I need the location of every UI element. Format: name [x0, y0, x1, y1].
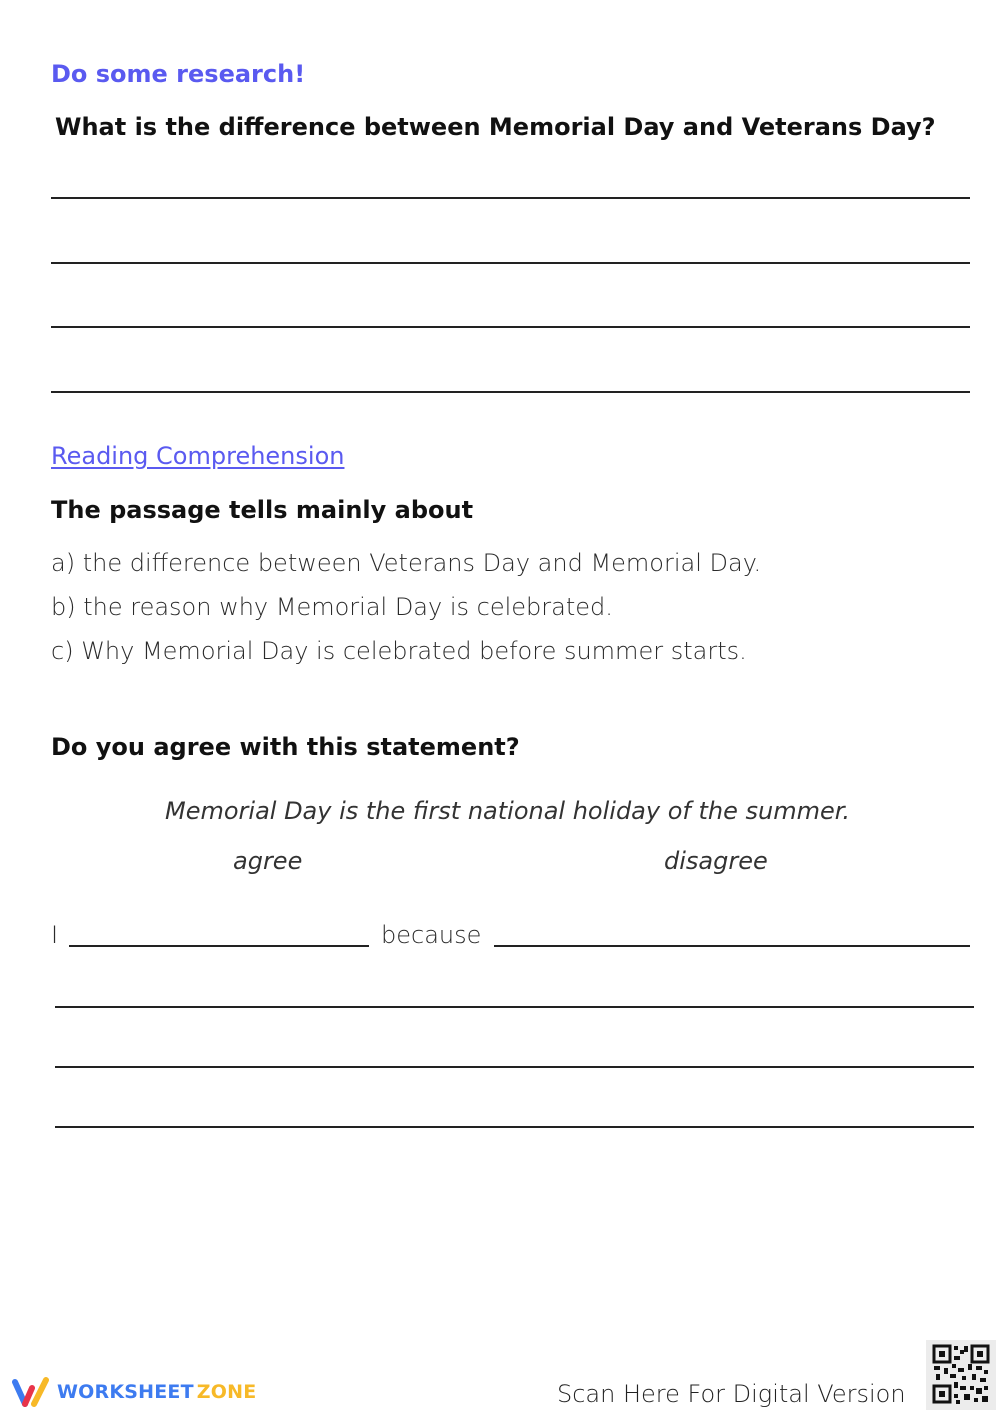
- logo-part2: ZONE: [196, 1381, 257, 1403]
- statement: Memorial Day is the first national holiday of the summer.: [165, 797, 851, 825]
- because-blank[interactable]: [494, 945, 970, 947]
- comprehension-heading[interactable]: Reading Comprehension: [51, 442, 345, 470]
- worksheetzone-logo-icon: [10, 1376, 52, 1410]
- sentence-start: I: [51, 921, 59, 949]
- disagree-choice[interactable]: disagree: [664, 847, 768, 875]
- scan-text: Scan Here For Digital Version: [557, 1380, 906, 1408]
- agree-blank[interactable]: [69, 945, 369, 947]
- agree-question: Do you agree with this statement?: [51, 733, 520, 761]
- comprehension-question: The passage tells mainly about: [51, 496, 474, 524]
- option-c[interactable]: c) Why Memorial Day is celebrated before summer starts.: [51, 637, 747, 665]
- reason-line-2[interactable]: [55, 1066, 974, 1068]
- option-b[interactable]: b) the reason why Memorial Day is celebrated.: [51, 593, 613, 621]
- logo-wordmark: [57, 1381, 256, 1403]
- reason-line-3[interactable]: [55, 1126, 974, 1128]
- because-label: because: [381, 921, 482, 949]
- answer-line-4[interactable]: [51, 391, 970, 393]
- answer-line-2[interactable]: [51, 262, 970, 264]
- option-a[interactable]: a) the difference between Veterans Day and Memorial Day.: [51, 549, 762, 577]
- research-question: What is the difference between Memorial Day and Veterans Day?: [55, 113, 936, 141]
- agree-choice[interactable]: agree: [233, 847, 303, 875]
- research-heading: Do some research!: [51, 60, 306, 88]
- qr-code-icon[interactable]: [926, 1340, 996, 1410]
- answer-line-3[interactable]: [51, 326, 970, 328]
- reason-line-1[interactable]: [55, 1006, 974, 1008]
- logo-part1: WORKSHEET: [57, 1381, 194, 1403]
- answer-line-1[interactable]: [51, 197, 970, 199]
